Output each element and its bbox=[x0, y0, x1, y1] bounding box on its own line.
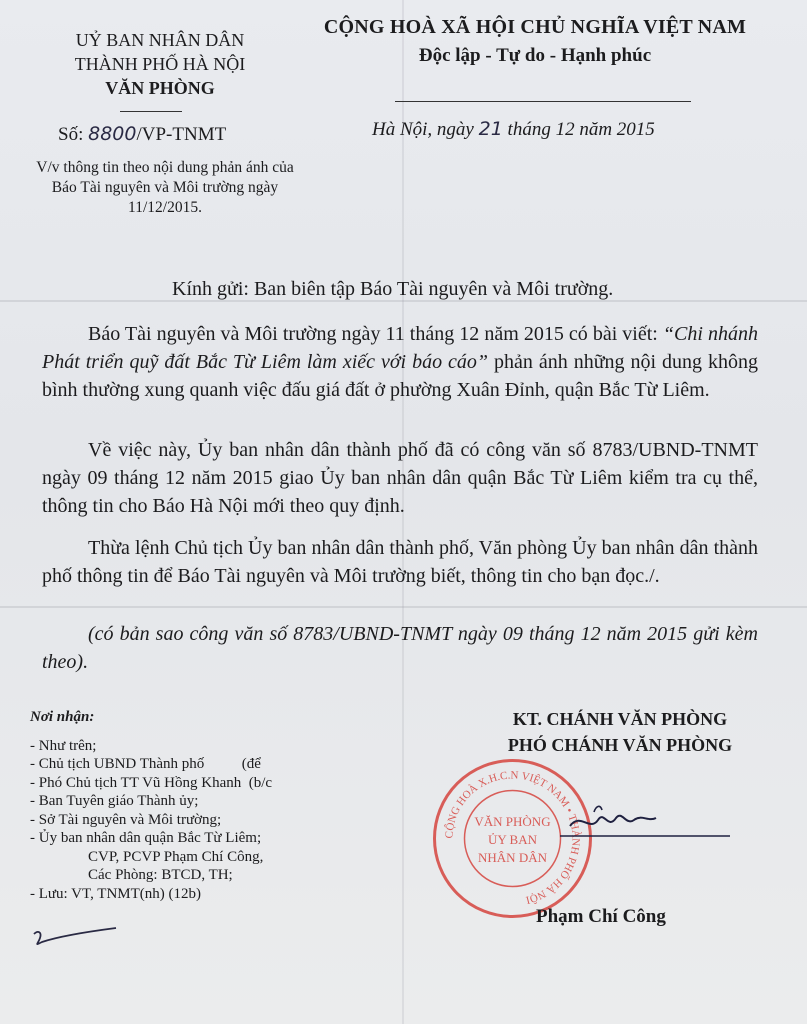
seal-line: NHÂN DÂN bbox=[478, 850, 547, 865]
document-subject: V/v thông tin theo nội dung phản ánh của Báo Tài nguyên và Môi trường ngày 11/12/2015. bbox=[36, 159, 294, 216]
number-suffix: /VP-TNMT bbox=[136, 124, 227, 145]
signatory-title-line: PHÓ CHÁNH VĂN PHÒNG bbox=[507, 735, 733, 755]
issuing-authority bbox=[30, 28, 290, 100]
number-label: Số: bbox=[58, 124, 84, 145]
recipient-item: Các Phòng: BTCD, TH; bbox=[88, 867, 233, 883]
paragraph-1-end: phản ánh những nội dung không bình thường xung quanh việc đấu giá đất ở phường Xuân Đỉnh, quận Bắc Từ Liêm. bbox=[42, 351, 758, 401]
org-line: THÀNH PHỐ HÀ NỘI bbox=[74, 54, 246, 74]
attachment-note: (có bản sao công văn số 8783/UBND-TNMT ngày 09 tháng 12 năm 2015 gửi kèm theo). bbox=[42, 623, 758, 673]
document-date bbox=[372, 118, 655, 141]
salutation: Kính gửi: Ban biên tập Báo Tài nguyên và Môi trường. bbox=[172, 278, 614, 300]
handwritten-mark bbox=[30, 922, 120, 952]
signatory-title-line: KT. CHÁNH VĂN PHÒNG bbox=[512, 709, 728, 729]
document-number bbox=[58, 123, 226, 146]
national-header bbox=[300, 16, 770, 67]
date-prefix: Hà Nội, ngày bbox=[372, 119, 474, 140]
org-line: UỶ BAN NHÂN DÂN bbox=[75, 30, 245, 50]
recipient-item: - Ban Tuyên giáo Thành ủy; bbox=[30, 793, 199, 809]
seal-line: VĂN PHÒNG bbox=[474, 814, 551, 829]
paragraph-1 bbox=[42, 320, 758, 404]
date-suffix: tháng 12 năm 2015 bbox=[507, 119, 655, 140]
paragraph-3: Thừa lệnh Chủ tịch Ủy ban nhân dân thành phố, Văn phòng Ủy ban nhân dân thành phố thông tin để Báo Tài nguyên và Môi trường biết, thông tin cho bạn đọc./. bbox=[42, 537, 758, 587]
national-motto: Độc lập - Tự do - Hạnh phúc bbox=[418, 45, 652, 66]
handwritten-day: 21 bbox=[478, 118, 503, 140]
recipients-block bbox=[30, 708, 350, 903]
seal-ring-text: CỘNG HOÀ X.H.C.N VIỆT NAM • THÀNH PHỐ HÀ NỘI bbox=[443, 769, 582, 906]
national-title: CỘNG HOÀ XÃ HỘI CHỦ NGHĨA VIỆT NAM bbox=[323, 16, 747, 38]
recipient-item: CVP, PCVP Phạm Chí Công, bbox=[88, 848, 264, 865]
paragraph-1-start: Báo Tài nguyên và Môi trường ngày 11 tháng 12 năm 2015 có bài viết: bbox=[88, 323, 663, 345]
header-underline bbox=[120, 111, 182, 112]
recipient-item: - Như trên; bbox=[30, 737, 97, 754]
recipient-item: - Lưu: VT, TNMT(nh) (12b) bbox=[30, 885, 202, 902]
paragraph-2: Về việc này, Ủy ban nhân dân thành phố đã có công văn số 8783/UBND-TNMT ngày 09 tháng 12 năm 2015 giao Ủy ban nhân dân quận Bắc Từ Liêm kiểm tra cụ thể, thông tin cho Báo Hà Nội mới theo quy định. bbox=[42, 439, 758, 517]
recipient-item: - Ủy ban nhân dân quận Bắc Từ Liêm; bbox=[30, 830, 262, 846]
recipient-item: - Chủ tịch UBND Thành phố (để bbox=[30, 756, 261, 772]
org-office: VĂN PHÒNG bbox=[105, 78, 215, 98]
motto-underline bbox=[395, 101, 691, 102]
seal-line: ỦY BAN bbox=[488, 832, 537, 847]
handwritten-signature bbox=[560, 792, 730, 852]
signatory-name: Phạm Chí Công bbox=[536, 906, 666, 927]
recipient-item: - Phó Chủ tịch TT Vũ Hồng Khanh (b/c bbox=[30, 774, 273, 791]
signatory-title bbox=[470, 706, 770, 758]
recipients-label: Nơi nhận: bbox=[30, 709, 95, 725]
recipient-item: - Sở Tài nguyên và Môi trường; bbox=[30, 811, 222, 828]
article-title: “Chi nhánh Phát triển quỹ đất Bắc Từ Liêm làm xiếc với báo cáo” bbox=[42, 323, 758, 373]
handwritten-number: 8800 bbox=[88, 123, 137, 145]
